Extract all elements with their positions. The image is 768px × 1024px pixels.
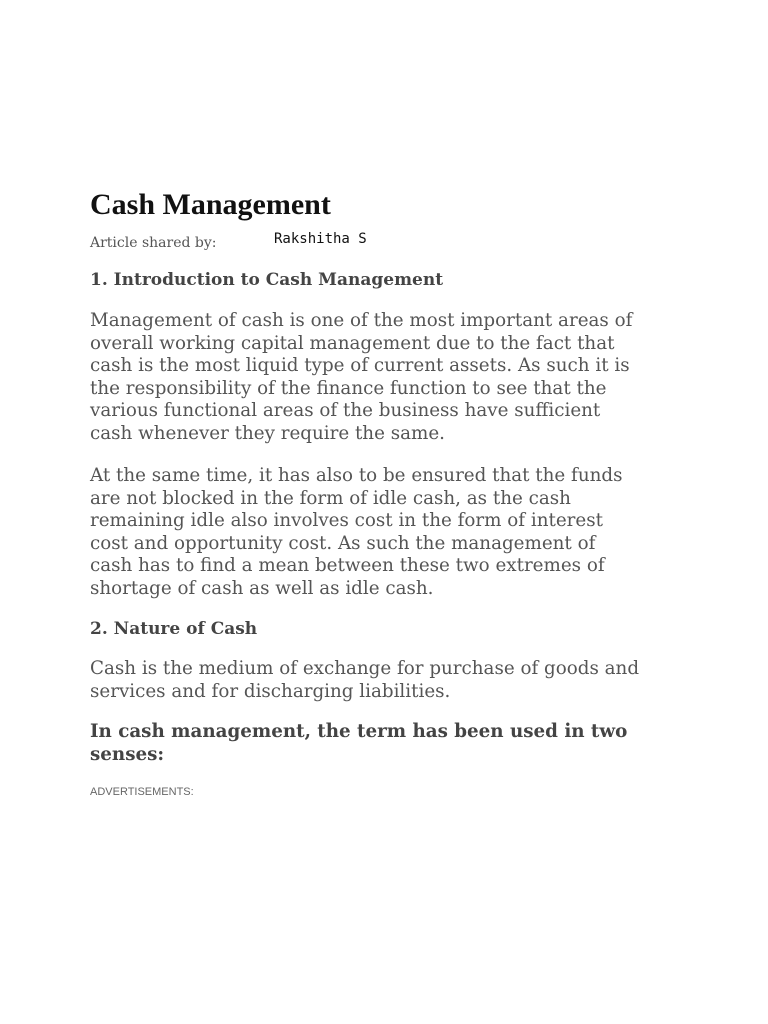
text-line: In cash management, the term has been used in two xyxy=(90,721,628,742)
text-line: shortage of cash as well as idle cash. xyxy=(90,577,434,599)
text-line: cash has to find a mean between these two extremes of xyxy=(90,555,605,577)
text-line: Management of cash is one of the most important areas of xyxy=(90,310,633,331)
text-line: cash is the most liquid type of current assets. As such it is xyxy=(90,355,630,377)
text-line: the responsibility of the finance function to see that the xyxy=(90,377,607,399)
paragraph-nature-1 xyxy=(90,658,690,703)
text-line: At the same time, it has also to be ensured that the funds xyxy=(90,465,623,486)
author-name: Rakshitha S xyxy=(274,231,367,247)
section-heading-nature: 2. Nature of Cash xyxy=(90,619,258,639)
text-line: services and for discharging liabilities. xyxy=(90,680,451,702)
text-line: cost and opportunity cost. As such the management of xyxy=(90,532,596,554)
text-line: are not blocked in the form of idle cash, as the cash xyxy=(90,487,571,509)
text-line: overall working capital management due to the fact that xyxy=(90,332,615,354)
byline-label: Article shared by: xyxy=(90,235,217,251)
byline xyxy=(90,233,690,255)
text-line: senses: xyxy=(90,743,165,765)
section-heading-introduction: 1. Introduction to Cash Management xyxy=(90,270,444,290)
paragraph-intro-1 xyxy=(90,310,690,446)
article-title: Cash Management xyxy=(90,188,331,221)
paragraph-intro-2 xyxy=(90,465,690,601)
text-line: remaining idle also involves cost in the form of interest xyxy=(90,510,603,532)
text-line: various functional areas of the business have sufficient xyxy=(90,400,601,422)
advertisements-label: ADVERTISEMENTS: xyxy=(90,786,194,798)
text-line: cash whenever they require the same. xyxy=(90,422,445,444)
text-line: Cash is the medium of exchange for purchase of goods and xyxy=(90,658,640,679)
senses-heading xyxy=(90,721,690,766)
